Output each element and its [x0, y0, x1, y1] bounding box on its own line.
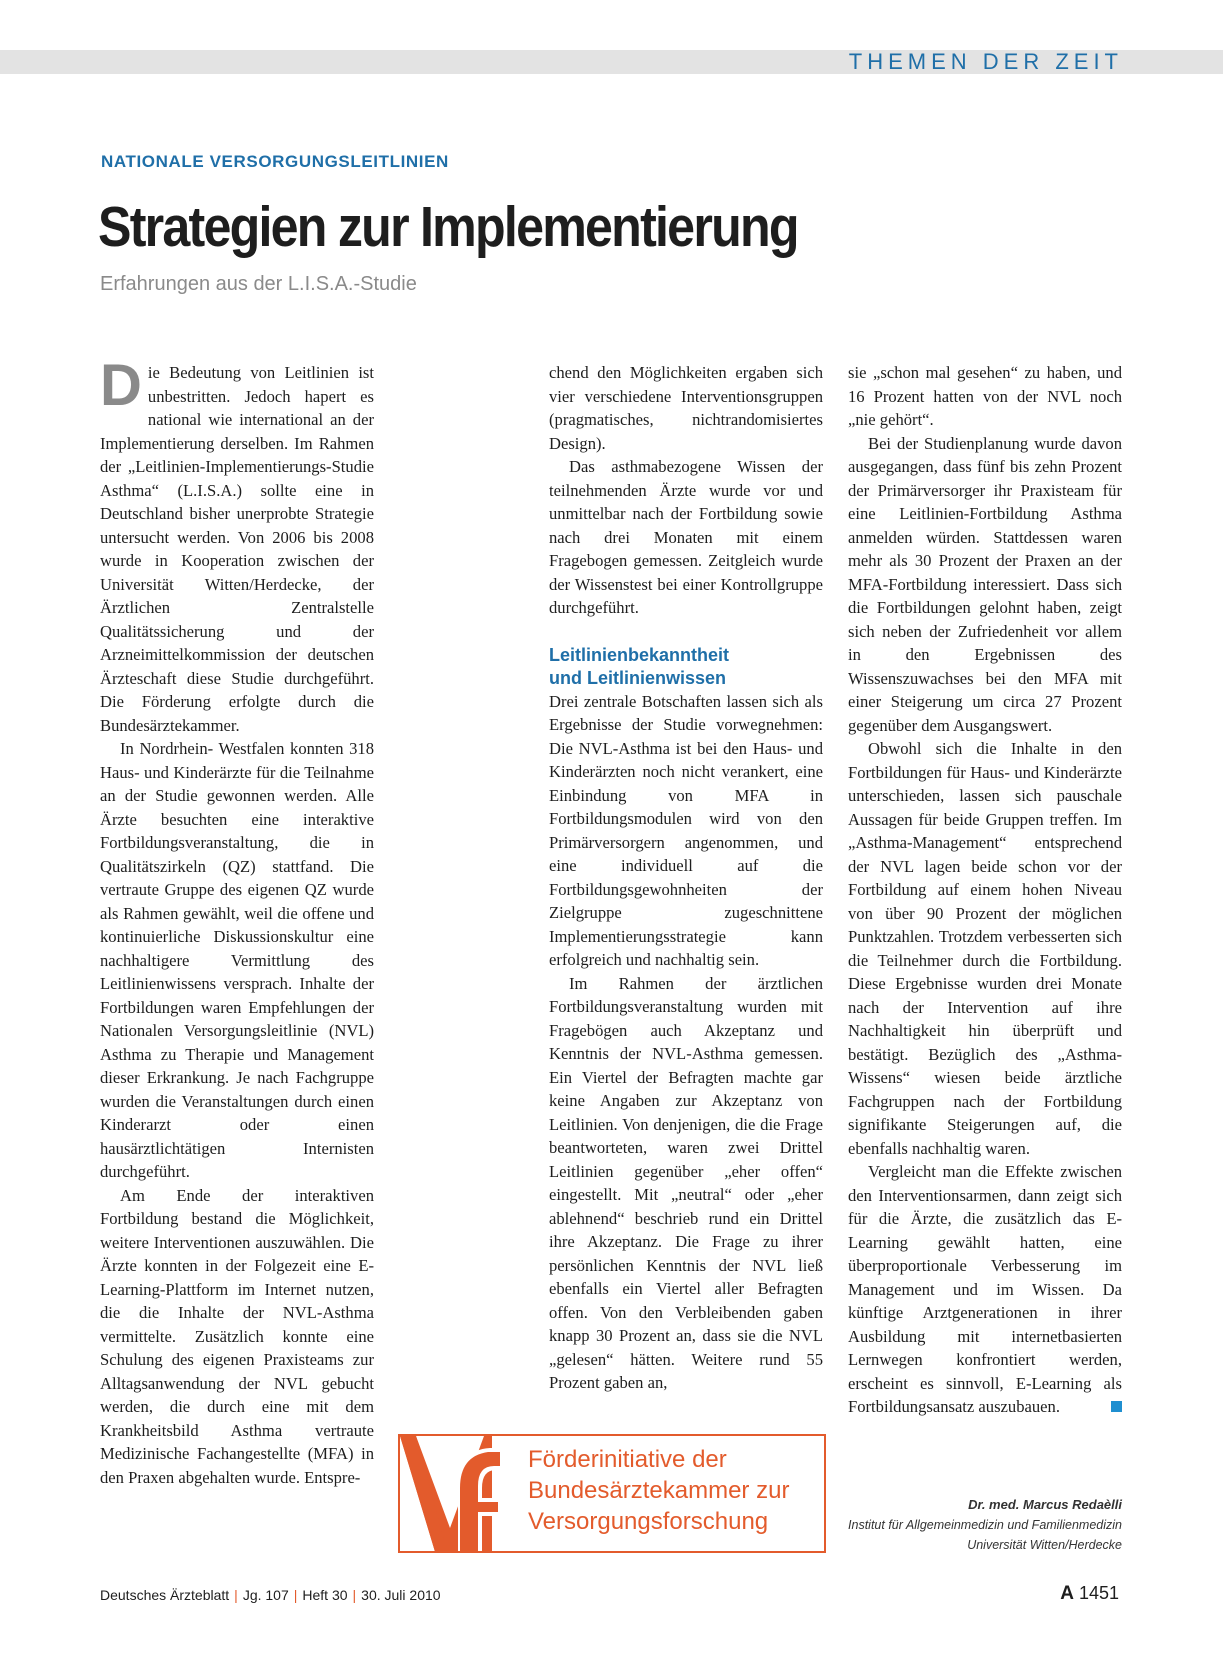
- article-subtitle: Erfahrungen aus der L.I.S.A.-Studie: [100, 273, 417, 295]
- paragraph: [848, 1160, 1122, 1419]
- text-column-3: [848, 361, 1122, 1419]
- drop-cap: D: [100, 353, 142, 418]
- author-affiliation: Universität Witten/Herdecke: [967, 1538, 1122, 1552]
- paragraph-text: Vergleicht man die Effekte zwischen den Interventionsarmen, dann zeigt sich für die Ärzte, die zusätzlich das E-Learning gewählt hatten, eine überproportionale Verbesserung im Management und im Wissen. Da künftige Arztgenerationen in ihrer Ausbildung mit internetbasierten Lernwegen konfrontiert werden, erscheint es sinnvoll, E-Learning als Fortbildungsansatz auszubauen.: [848, 1162, 1122, 1416]
- text-column-2: [549, 361, 823, 1395]
- section-label: THEMEN DER ZEIT: [848, 49, 1123, 74]
- logo-line: Bundesärztekammer zur: [528, 1477, 790, 1504]
- paragraph: Bei der Studienplanung wurde davon ausgegangen, dass fünf bis zehn Prozent der Primärversorger ihr Praxisteam für eine Leitlinien-Fortbildung Asthma anmelden würden. Stattdessen waren mehr als 30 Prozent der Praxen an der MFA-Fortbildung interessiert. Dass sich die Fortbildungen gelohnt haben, zeigt sich neben der Zufriedenheit vor allem in den Ergebnissen des Wissenszuwachses bei den MFA mit einer Steigerung um circa 27 Prozent gegenüber dem Ausgangswert.: [848, 433, 1122, 735]
- author-block: [848, 1495, 1122, 1555]
- author-affiliation: Institut für Allgemeinmedizin und Familienmedizin: [848, 1518, 1122, 1532]
- article-kicker: NATIONALE VERSORGUNGSLEITLINIEN: [101, 152, 449, 171]
- logo-text: [528, 1444, 823, 1537]
- paragraph: sie „schon mal gesehen“ zu haben, und 16 Prozent hatten von der NVL noch „nie gehört“.: [848, 363, 1122, 429]
- logo-line: Förderinitiative der: [528, 1446, 727, 1473]
- end-mark-icon: [1111, 1401, 1122, 1412]
- journal-date: 30. Juli 2010: [361, 1587, 441, 1603]
- page-number: [1060, 1583, 1119, 1605]
- article-title: Strategien zur Implementierung: [98, 195, 798, 259]
- paragraph: chend den Möglichkeiten ergaben sich vier verschiedene Interventionsgruppen (pragmatisches, nichtrandomisiertes Design).: [549, 363, 823, 453]
- paragraph: In Nordrhein- Westfalen konnten 318 Haus- und Kinderärzte für die Teilnahme an der Studie gewonnen werden. Alle Ärzte besuchten eine interaktive Fortbildungsveranstaltung, die in Qualitätszirkeln (QZ) stattfand. Die vertraute Gruppe des eigenen QZ wurde als Rahmen gewählt, weil die offene und kontinuierliche Diskussionskultur eine nachhaltigere Vermittlung des Leitlinienwissens versprach. Inhalte der Fortbildungen waren Empfehlungen der Nationalen Versorgungsleitlinie (NVL) Asthma zu Therapie und Management dieser Erkrankung. Je nach Fachgruppe wurden die Veranstaltungen durch einen Kinderarzt oder einen hausärztlichtätigen Internisten durchgeführt.: [100, 739, 374, 1181]
- logo-line: Versorgungsforschung: [528, 1508, 769, 1535]
- funding-initiative-logo: [398, 1434, 826, 1553]
- journal-name: Deutsches Ärzteblatt: [100, 1587, 230, 1603]
- paragraph: Obwohl sich die Inhalte in den Fortbildungen für Haus- und Kinderärzte unterschieden, lassen sich pauschale Aussagen für beide Gruppen treffen. Im „Asthma-Management“ entsprechend der NVL lagen beide schon vor der Fortbildung auf einem hohen Niveau von über 90 Prozent der möglichen Punktzahlen. Trotzdem verbesserten sich die Teilnehmer durch die Fortbildung. Diese Ergebnisse wurden drei Monate nach der Intervention auf ihre Nachhaltigkeit hin überprüft und bestätigt. Bezüglich des „Asthma-Wissens“ wiesen beide ärztliche Fachgruppen nach der Fortbildung signifikante Steigerungen auf, die ebenfalls nachhaltig waren.: [848, 739, 1122, 1158]
- page-footer: [100, 1587, 441, 1603]
- section-heading-line: Leitlinienbekanntheit: [549, 644, 730, 665]
- page-number-value: 1451: [1078, 1583, 1119, 1603]
- paragraph: Drei zentrale Botschaften lassen sich als Ergebnisse der Studie vorwegnehmen: Die NVL-Asthma ist bei den Haus- und Kinderärzten noch nicht verankert, eine Einbindung von MFA in Fortbildungsmodulen wird von den Primärversorgern angenommen, und eine individuell auf die Fortbildungsgewohnheiten der Zielgruppe zugeschnittene Implementierungsstrategie kann erfolgreich und nachhaltig sein.: [549, 691, 823, 969]
- paragraph: [100, 353, 374, 737]
- section-heading: [549, 644, 823, 690]
- separator: |: [293, 1587, 298, 1603]
- journal-issue: Heft 30: [302, 1587, 348, 1603]
- journal-volume: Jg. 107: [242, 1587, 289, 1603]
- paragraph-text: ie Bedeutung von Leitlinien ist unbestritten. Jedoch hapert es national wie international an der Implementierung derselben. Im Rahmen der „Leitlinien-Implementierungs-Studie Asthma“ (L.I.S.A.) sollte eine in Deutschland bisher unerprobte Strategie untersucht werden. Von 2006 bis 2008 wurde in Kooperation zwischen der Universität Witten/Herdecke, der Ärztlichen Zentralstelle Qualitätssicherung und der Arzneimittelkommission der deutschen Ärzteschaft diese Studie durchgeführt. Die Förderung erfolgte durch die Bundesärztekammer.: [100, 363, 374, 735]
- separator: |: [352, 1587, 357, 1603]
- paragraph: Das asthmabezogene Wissen der teilnehmenden Ärzte wurde vor und unmittelbar nach der Fortbildung sowie nach drei Monaten mit einem Fragebogen gemessen. Zeitgleich wurde der Wissenstest bei einer Kontrollgruppe durchgeführt.: [549, 457, 823, 617]
- paragraph: Im Rahmen der ärztlichen Fortbildungsveranstaltung wurden mit Fragebögen auch Akzeptanz und Kenntnis der NVL-Asthma gemessen. Ein Viertel der Befragten machte gar keine Angaben zur Akzeptanz von Leitlinien. Von denjenigen, die die Frage beantworteten, waren zwei Drittel Leitlinien gegenüber „eher offen“ eingestellt. Mit „neutral“ oder „eher ablehnend“ beschrieb rund ein Drittel ihre Akzeptanz. Die Frage zu ihrer persönlichen Kenntnis der NVL ließ ebenfalls ein Viertel aller Befragten offen. Von den Verbleibenden gaben knapp 30 Prozent an, dass sie die NVL „gelesen“ hätten. Weitere rund 55 Prozent gaben an,: [549, 973, 823, 1392]
- author-name: Dr. med. Marcus Redaèlli: [968, 1497, 1122, 1512]
- text-column-1: [100, 353, 374, 1489]
- section-heading-line: und Leitlinienwissen: [549, 667, 727, 688]
- vf-logo-icon: [400, 1436, 528, 1553]
- separator: |: [234, 1587, 238, 1603]
- page-prefix: A: [1060, 1583, 1074, 1604]
- paragraph: Am Ende der interaktiven Fortbildung bestand die Möglichkeit, weitere Interventionen auszuwählen. Die Ärzte konnten in der Folgezeit eine E-Learning-Plattform im Internet nutzen, die die Inhalte der NVL-Asthma vermittelte. Zusätzlich konnte eine Schulung des eigenen Praxisteams zur Alltagsanwendung der NVL gebucht werden, die durch eine mit dem Krankheitsbild Asthma vertraute Medizinische Fachangestellte (MFA) in den Praxen abgehalten wurde. Entspre-: [100, 1185, 374, 1487]
